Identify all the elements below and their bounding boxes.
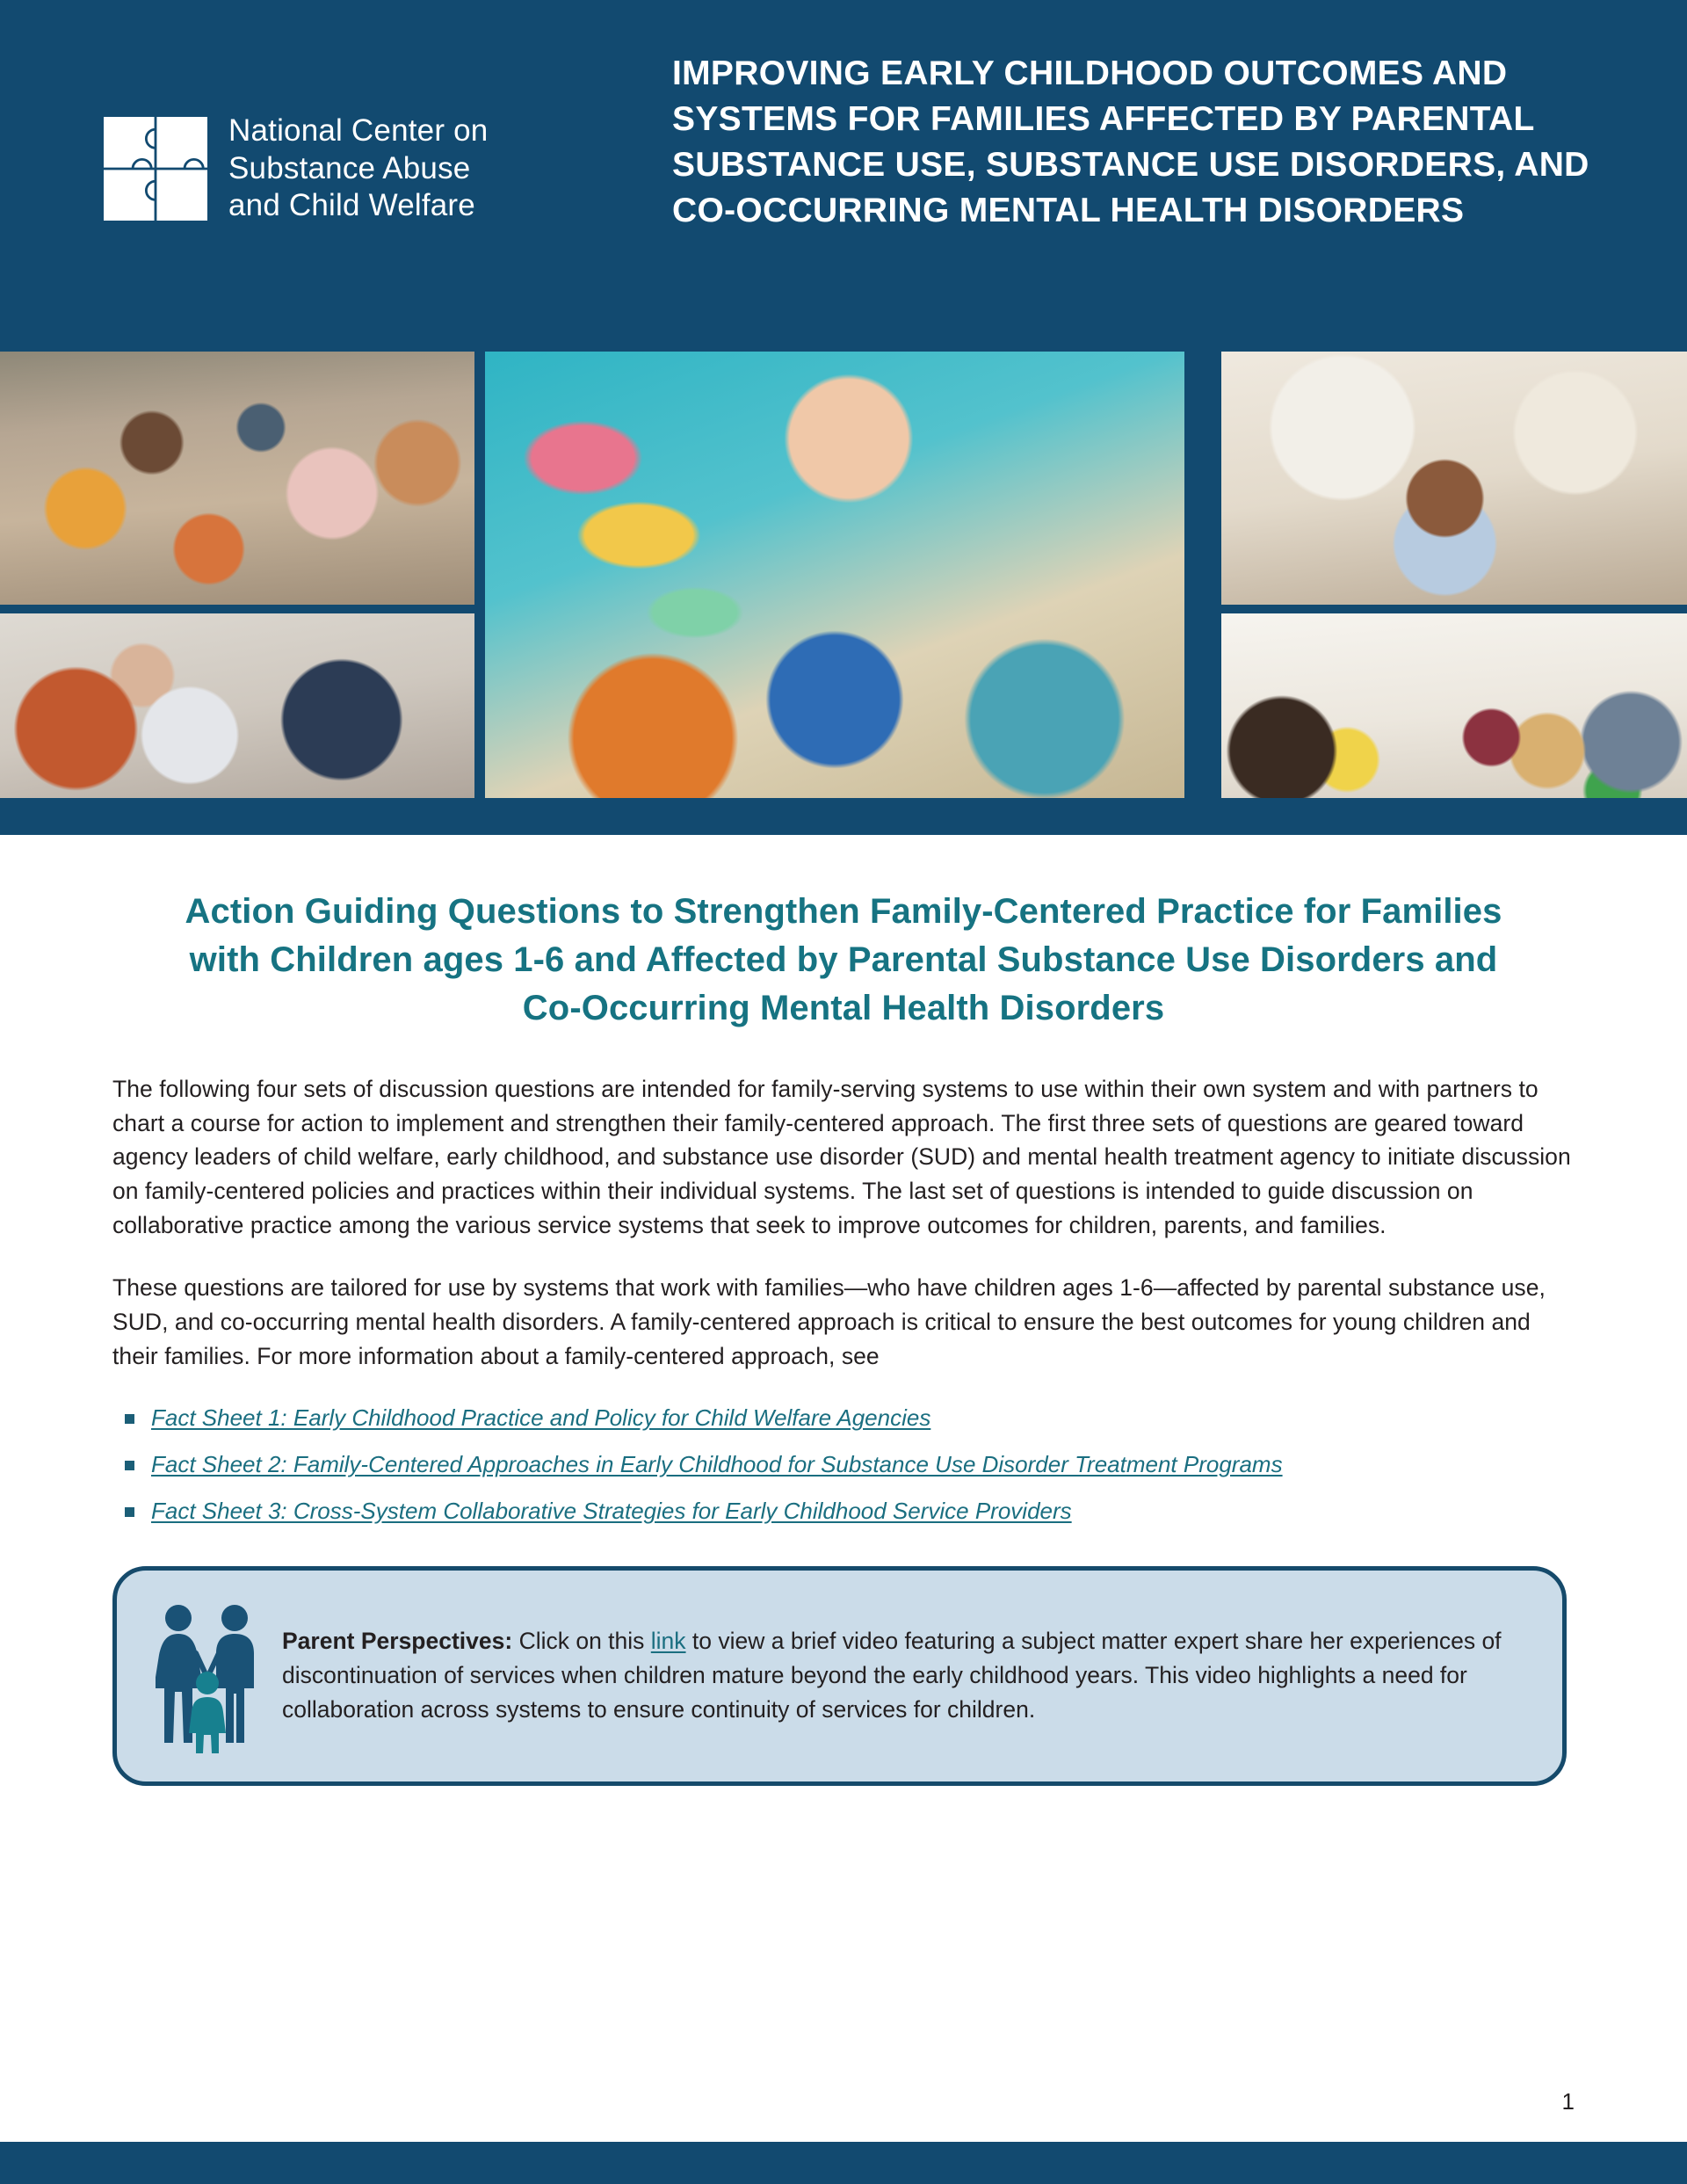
fact-sheet-link-list <box>121 1402 1575 1527</box>
photo-column-left <box>0 352 474 835</box>
intro-paragraph-2: These questions are tailored for use by systems that work with families—who have children ages 1-6—affected by parental substance use, SUD, and co-occurring mental health disorders. A family-centered approach is critical to ensure the best outcomes for young children and their families. For more information about a family-centered approach, see <box>112 1274 1546 1370</box>
org-name-line-3: and Child Welfare <box>228 188 475 223</box>
page-number: 1 <box>1561 2088 1575 2115</box>
list-item <box>121 1495 1575 1527</box>
parent-perspectives-callout <box>112 1566 1567 1786</box>
photo-teacher-reading-to-children-circle <box>0 352 474 605</box>
photo-band-bottom-rule <box>0 798 1687 835</box>
org-name-line-2: Substance Abuse <box>228 150 471 185</box>
hero-photo-collage <box>0 352 1687 835</box>
document-body <box>0 835 1687 1786</box>
callout-label: Parent Perspectives: <box>282 1628 513 1655</box>
photo-column-middle <box>474 352 1195 835</box>
footer-bar <box>0 2142 1687 2184</box>
org-name-line-1: National Center on <box>228 113 489 148</box>
photo-column-right <box>1195 352 1687 835</box>
publication-title: IMPROVING EARLY CHILDHOOD OUTCOMES AND SYSTEMS FOR FAMILIES AFFECTED BY PARENTAL SUBSTANCE USE, SUBSTANCE USE DISORDERS, AND CO-OCCURRING MENTAL HEALTH DISORDERS <box>672 54 1589 229</box>
list-item <box>121 1448 1575 1481</box>
page-title: Action Guiding Questions to Strengthen Family-Centered Practice for Families with Children ages 1-6 and Affected by Parental Substance Use Disorders and Co-Occurring Mental Health Disorders <box>185 892 1502 1028</box>
fact-sheet-2-link[interactable]: Fact Sheet 2: Family-Centered Approaches in Early Childhood for Substance Use Disorder Treatment Programs <box>151 1451 1283 1478</box>
photo-boy-raising-hand-in-classroom <box>485 352 1184 835</box>
puzzle-piece-logo-icon <box>104 117 207 221</box>
photo-toddler-learning-to-walk-with-parent <box>1221 352 1687 605</box>
fact-sheet-1-link[interactable]: Fact Sheet 1: Early Childhood Practice and Policy for Child Welfare Agencies <box>151 1404 931 1432</box>
fact-sheet-3-link[interactable]: Fact Sheet 3: Cross-System Collaborative Strategies for Early Childhood Service Providers <box>151 1498 1072 1524</box>
video-link[interactable]: link <box>650 1628 686 1655</box>
organization-logo-block <box>104 112 488 225</box>
list-item <box>121 1402 1575 1434</box>
organization-name <box>228 112 488 225</box>
callout-text <box>282 1624 1520 1727</box>
family-icon <box>156 1599 259 1753</box>
callout-text-after-link: to view a brief video featuring a subject matter expert share her experiences of discontinuation of services when children mature beyond the early childhood years. This video highlights a need for collaboration across systems to ensure continuity of services for children. <box>282 1628 1502 1723</box>
intro-paragraph-1: The following four sets of discussion questions are intended for family-serving systems to use within their own system and with partners to chart a course for action to implement and strengthen their family-centered approach. The first three sets of questions are geared toward agency leaders of child welfare, early childhood, and substance use disorder (SUD) and mental health treatment agency to initiate discussion on family-centered policies and practices within their individual systems. The last set of questions is intended to guide discussion on collaborative practice among the various service systems that seek to improve outcomes for children, parents, and families. <box>112 1075 1571 1239</box>
callout-text-before-link: Click on this <box>512 1628 651 1655</box>
document-header <box>0 0 1687 352</box>
